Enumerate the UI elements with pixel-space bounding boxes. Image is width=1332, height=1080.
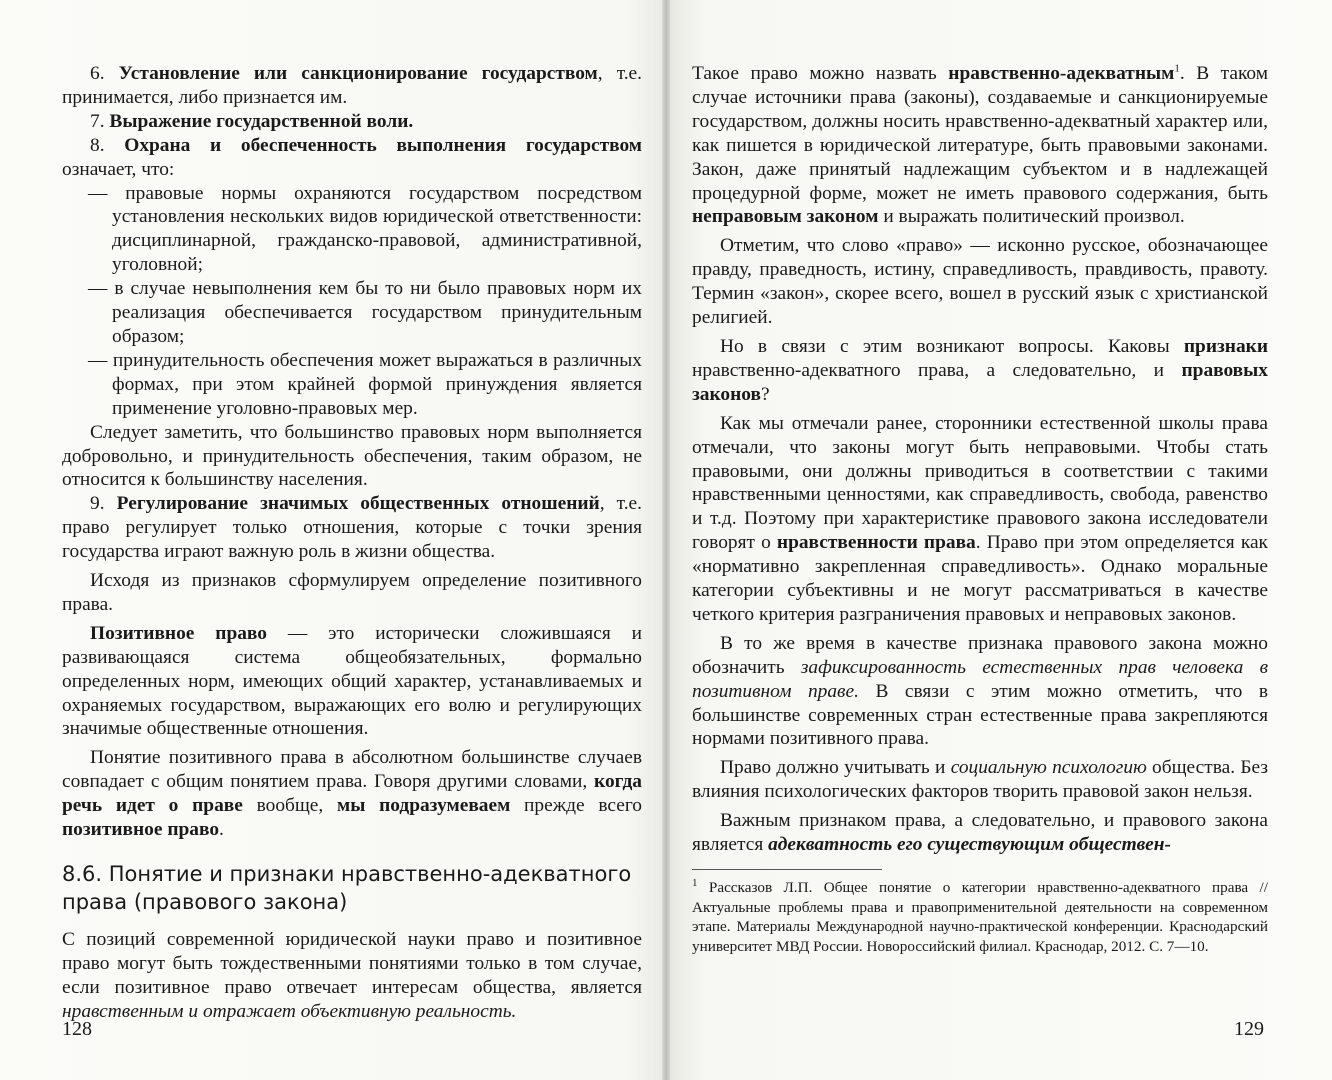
- paragraph-7: Важным признаком права, а следовательно, и правового закона является адекватность его существующим обществен-: [692, 810, 1268, 856]
- paragraph-5: В то же время в качестве признака правового закона можно обозначить зафиксированность естественных прав человека в позитивном праве. В связи с этим можно отметить, что в большинстве современных стран естественные права закрепляются нормами позитивного права.: [692, 632, 1268, 750]
- footnote-ref: 1: [1174, 62, 1180, 75]
- list-item-6: 6. Установление или санкционирование государством, т.е. принимается, либо признается им.: [62, 63, 643, 108]
- left-page-text: [62, 62, 642, 1024]
- paragraph-6: Право должно учитывать и социальную психологию общества. Без влияния психологических факторов творить правовой закон нельзя.: [692, 757, 1269, 803]
- right-page-text: [692, 62, 1268, 956]
- paragraph-definition-intro: Исходя из признаков сформулируем определение позитивного права.: [62, 570, 642, 615]
- paragraph-note: Следует заметить, что большинство правовых норм выполняется добровольно, и принудительность обеспечения, таким образом, не относится к большинству населения.: [62, 421, 642, 491]
- dash-item-2: — в случае невыполнения кем бы то ни было правовых норм их реализация обеспечивается государством принудительным образом;: [88, 278, 642, 347]
- paragraph-3: Но в связи с этим возникают вопросы. Каковы признаки нравственно-адекватного права, а следовательно, и правовых законов?: [692, 335, 1268, 405]
- paragraph-concept: Понятие позитивного права в абсолютном большинстве случаев совпадает с общим понятием права. Говоря другими словами, когда речь идет о праве вообще, мы подразумеваем прежде всего позитивное право.: [62, 747, 642, 841]
- paragraph-4: Как мы отмечали ранее, сторонники естественной школы права отмечали, что законы могут быть неправовыми. Чтобы стать правовыми, они должны приводиться в соответствии с такими нравственными ценностями, как справедливость, свобода, равенство и т.д. Поэтому при характеристике правового закона исследователи говорят о нравственности права. Право при этом определяется как «нормативно закрепленная справедливость». Однако моральные категории субъективны и не могут рассматриваться в качестве четкого критерия разграничения правовых и неправовых законов.: [692, 412, 1268, 625]
- footnote-divider: [692, 869, 882, 870]
- list-item-9: 9. Регулирование значимых общественных отношений, т.е. право регулирует только отношения, которые с точки зрения государства играют важную роль в жизни общества.: [62, 493, 642, 563]
- footnote: $^1$ Рассказов Л.П. Общее понятие о категории нравственно-адекватного права // Актуальные проблемы права и правоприменительной деятельности на современном этапе. Материалы Международной научно-практической конференции. Краснодарский университет МВД России. Новороссийский филиал. Краснодар, 2012. С. 7—10.: [692, 876, 1268, 955]
- book-gutter: [662, 0, 670, 1080]
- paragraph-definition: Позитивное право — это исторически сложившаяся и развивающаяся система общеобязательных, формально определенных норм, имеющих общий характер, устанавливаемых и охраняемых государством, выражающих его волю и регулирующих значимые общественные отношения.: [62, 622, 643, 740]
- page-number-left: 128: [62, 1018, 92, 1040]
- dash-item-1: — правовые нормы охраняются государством посредством установления нескольких видов юридической ответственности: дисциплинарной, гражданско-правовой, административной, уголовной;: [88, 182, 642, 276]
- paragraph-section-intro: С позиций современной юридической науки право и позитивное право могут быть тождественными понятиями только в том случае, если позитивное право отвечает интересам общества, является нравственным и отражает объективную реальность.: [62, 929, 642, 1022]
- paragraph-1: Такое право можно назвать нравственно-адекватным$^1$. В таком случае источники права (законы), создаваемые и санкционируемые государством, должны носить нравственно-адекватный характер или, как пишется в юридической литературе, быть правовыми законами. Закон, даже принятый надлежащим субъектом и в надлежащей процедурной форме, может не иметь правового содержания, быть неправовым законом и выражать политический произвол.: [692, 62, 1269, 228]
- dash-item-3: — принудительность обеспечения может выражаться в различных формах, при этом крайней формой принуждения является применение уголовно-правовых мер.: [88, 349, 642, 419]
- section-heading: 8.6. Понятие и признаки нравственно-адекватного права (правового закона): [62, 862, 632, 914]
- page-number-right: 129: [1234, 1018, 1264, 1040]
- paragraph-2: Отметим, что слово «право» — исконно русское, обозначающее правду, праведность, истину, справедливость, правдивость, правоту. Термин «закон», скорее всего, вошел в русский язык с христианской религией.: [692, 235, 1268, 329]
- list-item-8: 8. Охрана и обеспеченность выполнения государством означает, что:: [62, 134, 642, 180]
- list-item-7: 7. Выражение государственной воли.: [90, 110, 414, 132]
